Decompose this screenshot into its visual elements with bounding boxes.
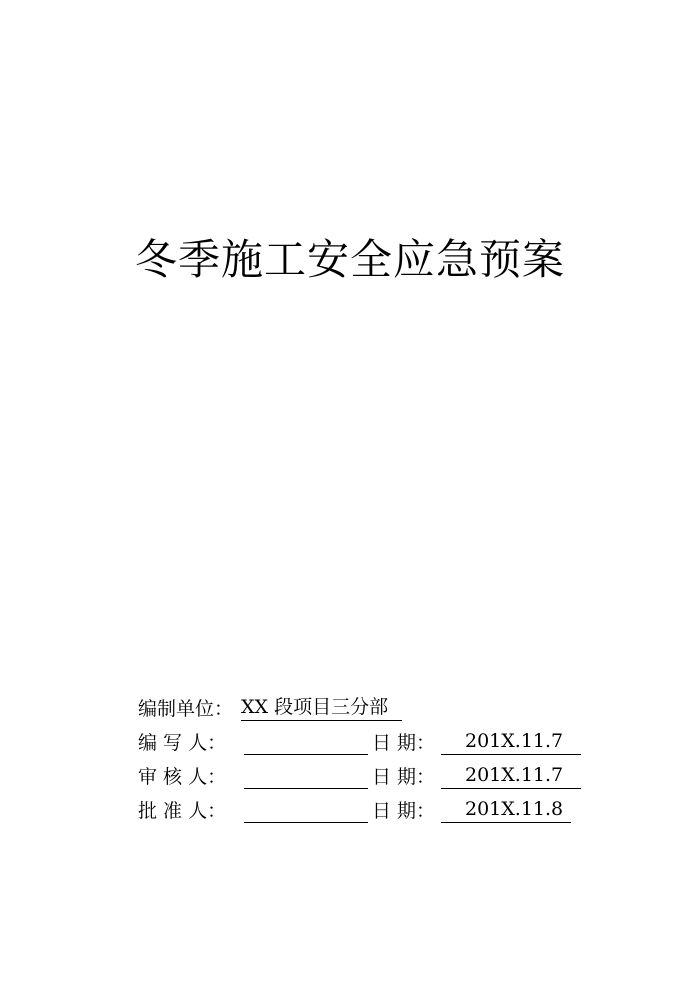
writer-row xyxy=(138,728,608,762)
approver-label: 批 准 人： xyxy=(138,800,227,822)
compile-unit-label: 编制单位： xyxy=(138,698,234,720)
reviewer-date-value: 201X.11.7 xyxy=(441,762,581,789)
writer-label: 编 写 人： xyxy=(138,732,227,754)
approver-row xyxy=(138,796,608,830)
reviewer-label: 审 核 人： xyxy=(138,766,227,788)
writer-date-label: 日 期： xyxy=(372,732,436,754)
approver-signature-line xyxy=(244,822,368,823)
reviewer-signature-line xyxy=(244,788,368,789)
writer-date-value: 201X.11.7 xyxy=(441,728,581,755)
reviewer-row xyxy=(138,762,608,796)
approver-date-label: 日 期： xyxy=(372,800,436,822)
document-title: 冬季施工安全应急预案 xyxy=(134,235,565,284)
reviewer-date-label: 日 期： xyxy=(372,766,436,788)
compile-unit-row xyxy=(138,694,608,728)
compile-unit-value: XX 段项目三分部 xyxy=(241,694,402,721)
writer-signature-line xyxy=(244,754,368,755)
document-info-block xyxy=(138,694,608,830)
approver-date-value: 201X.11.8 xyxy=(441,796,571,823)
